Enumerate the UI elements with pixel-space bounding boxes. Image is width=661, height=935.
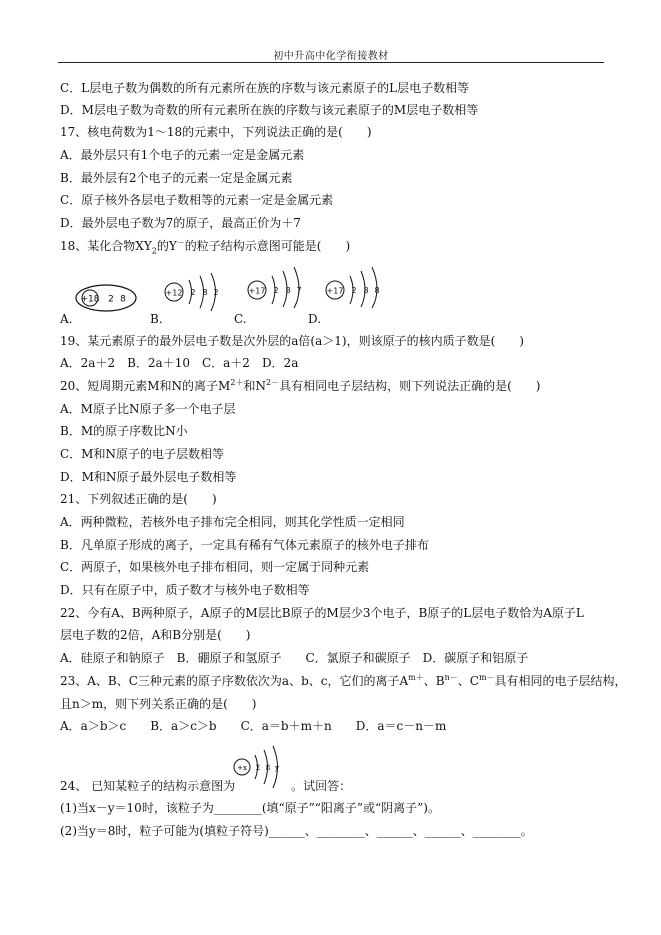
- q24-stem-part: 。试回答：: [291, 779, 352, 793]
- q22-stem: 22、今有A、B两种原子，A原子的M层比B原子的M层少3个电子，B原子的L层电子数恰为A原子L: [60, 606, 584, 620]
- shell-count: 7: [296, 286, 302, 295]
- shell-count: 8: [120, 294, 126, 305]
- q21-option-d: D．只有在原子中，质子数才与核外电子数相等: [60, 583, 310, 597]
- shell-count: 8: [374, 286, 380, 295]
- shell-count: 2: [190, 288, 196, 297]
- q20-stem: [60, 378, 540, 394]
- q18-superscript: －: [176, 238, 185, 247]
- q20-option-c: C．M和N原子的电子层数相等: [60, 447, 224, 461]
- q21-stem: 21、下列叙述正确的是( ): [60, 492, 217, 506]
- q20-superscript: 2＋: [230, 378, 244, 387]
- q16-option-d: D．M层电子数为奇数的所有元素所在族的序数与该元素原子的M层电子数相等: [60, 103, 479, 117]
- shell-count: 8: [363, 286, 369, 295]
- q23-stem-part: 23、A、B、C三种元素的原子序数依次为a、b、c，它们的离子A: [60, 674, 409, 688]
- q18-stem-part: 18、某化合物XY: [60, 239, 152, 253]
- q23-superscript: m－: [478, 673, 495, 682]
- q24-stem: [60, 778, 351, 794]
- q24-stem-part: 24、 已知某粒子的结构示意图为: [60, 779, 236, 793]
- shell-count: 2: [213, 288, 219, 297]
- nucleus-label: +12: [165, 288, 183, 298]
- q18-option-c-label: C.: [234, 312, 247, 326]
- nucleus-label: +18: [80, 294, 100, 305]
- shell-count: y: [275, 764, 279, 772]
- q24-diagram: [228, 745, 286, 791]
- shell-count: 2: [108, 294, 114, 305]
- q23-stem-cont: 且n＞m，则下列关系正确的是( ): [60, 697, 257, 711]
- q20-option-b: B．M的原子序数比N小: [60, 424, 188, 438]
- shell-count: 8: [202, 288, 208, 297]
- q16-option-c: C．L层电子数为偶数的所有元素所在族的序数与该元素原子的L层电子数相等: [60, 81, 470, 95]
- q17-option-b: B．最外层有2个电子的元素一定是金属元素: [60, 171, 293, 185]
- q17-option-a: A．最外层只有1个电子的元素一定是金属元素: [60, 148, 305, 162]
- q21-option-b: B．凡单原子形成的离子，一定具有稀有气体元素原子的核外电子排布: [60, 538, 429, 552]
- q18-stem-part: 的粒子结构示意图可能是( ): [184, 239, 351, 253]
- q18-diagram-b: [158, 270, 230, 314]
- q18-stem: [60, 238, 350, 254]
- q20-stem-part: 和N: [243, 379, 266, 393]
- q23-superscript: m＋: [408, 673, 424, 682]
- q18-diagram-a: [72, 272, 144, 316]
- q22-options: A．硅原子和钠原子 B．硼原子和氢原子 C．氯原子和碳原子 D．碳原子和铝原子: [60, 651, 529, 665]
- nucleus-label: +x: [237, 764, 247, 772]
- q24-part-2: (2)当y＝8时，粒子可能为(填粒子符号)______、________、______、______、________。: [60, 824, 533, 838]
- q18-option-b-label: B.: [150, 312, 163, 326]
- q23-stem: [60, 673, 627, 689]
- q23-stem-part: 、B: [423, 674, 445, 688]
- q19-stem: 19、某元素原子的最外层电子数是次外层的a倍(a＞1)，则该原子的核内质子数是( ): [60, 334, 524, 348]
- q23-stem-part: 具有相同的电子层结构，: [494, 674, 627, 688]
- q23-stem-part: 、C: [457, 674, 479, 688]
- q18-option-a-label: A.: [60, 312, 73, 326]
- q21-option-c: C．两原子，如果核外电子排布相同，则一定属于同种元素: [60, 560, 370, 574]
- q20-option-a: A．M原子比N原子多一个电子层: [60, 402, 236, 416]
- page-header: 初中升高中化学衔接教材: [273, 51, 389, 62]
- nucleus-label: +17: [326, 286, 344, 296]
- q18-diagram-c: [240, 264, 314, 308]
- q20-superscript: 2－: [265, 378, 280, 387]
- q18-subscript: 2: [151, 246, 157, 256]
- shell-count: 2: [255, 764, 261, 772]
- q18-diagram-d: [318, 264, 392, 308]
- q21-option-a: A．两种微粒，若核外电子排布完全相同，则其化学性质一定相同: [60, 515, 405, 529]
- shell-count: 8: [285, 286, 291, 295]
- q20-option-d: D．M和N原子最外层电子数相等: [60, 470, 237, 484]
- q22-stem-cont: 层电子数的2倍，A和B分别是( ): [60, 628, 251, 642]
- q19-options: A．2a＋2 B．2a＋10 C．a＋2 D．2a: [60, 356, 299, 370]
- shell-count: 8: [265, 764, 271, 772]
- q17-option-c: C．原子核外各层电子数相等的元素一定是金属元素: [60, 193, 334, 207]
- shell-count: 2: [351, 286, 357, 295]
- nucleus-label: +17: [248, 286, 266, 296]
- q20-stem-part: 具有相同电子层结构，则下列说法正确的是( ): [279, 379, 541, 393]
- header-rule: [58, 62, 604, 63]
- q20-stem-part: 20、短周期元素M和N的离子M: [60, 379, 231, 393]
- q17-option-d: D．最外层电子数为7的原子，最高正价为＋7: [60, 216, 301, 230]
- q23-superscript: n－: [444, 673, 458, 682]
- q24-part-1: (1)当x－y＝10时，该粒子为________(填“原子”“阳离子”或“阴离子”)。: [60, 801, 440, 815]
- q23-options: A．a＞b＞c B．a＞c＞b C．a＝b＋m＋n D．a＝c－n－m: [60, 719, 447, 733]
- shell-count: 2: [273, 286, 279, 295]
- q17-stem: 17、核电荷数为1～18的元素中，下列说法正确的是( ): [60, 125, 372, 139]
- q18-option-d-label: D.: [308, 312, 322, 326]
- q18-stem-part: 的Y: [156, 239, 177, 253]
